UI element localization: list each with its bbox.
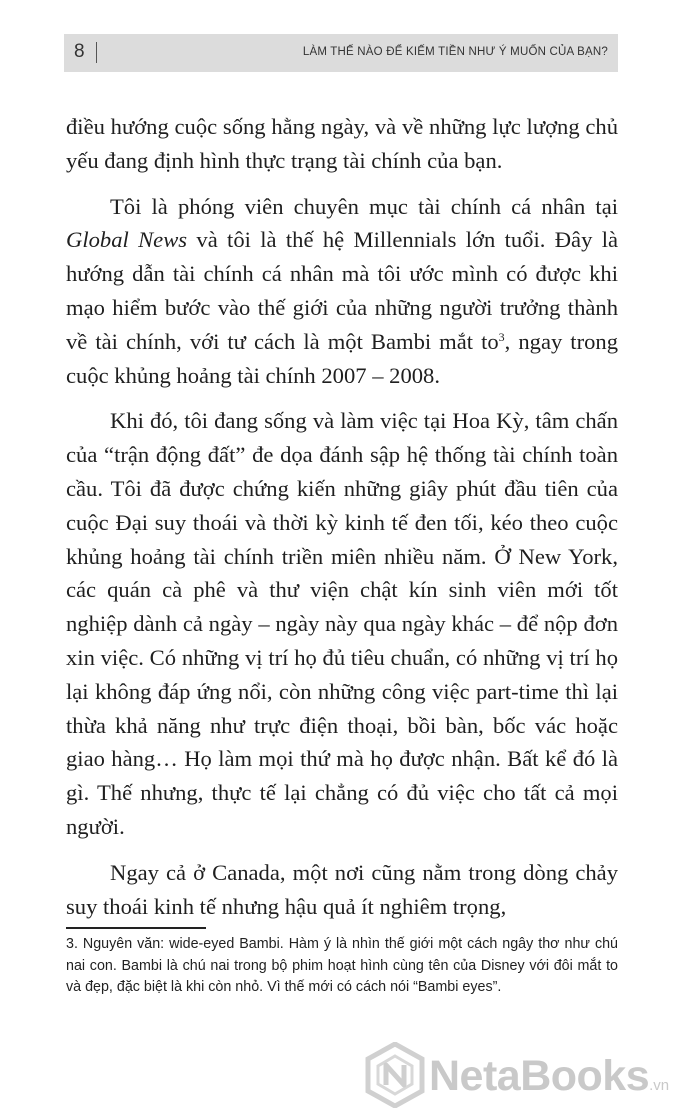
footnote-ref[interactable]: 3 (498, 329, 505, 344)
netabooks-logo-icon (365, 1042, 425, 1108)
watermark-brand: NetaBooks (429, 1052, 650, 1100)
watermark (365, 1042, 695, 1112)
paragraph-2-end: , ngay trong cuộc khủng hoảng tài chính 2007 – 2008. (66, 328, 618, 388)
paragraph-3: Khi đó, tôi đang sống và làm việc tại Hoa Kỳ, tâm chấn của “trận động đất” đe dọa đánh sập hệ thống tài chính toàn cầu. Tôi đã được chứng kiến những giây phút đầu tiên của cuộc Đại suy thoái và thời kỳ kinh tế đen tối, kéo theo cuộc khủng hoảng tài chính triền miên nhiều năm. Ở New York, các quán cà phê và thư viện chật kín sinh viên mới tốt nghiệp dành cả ngày – ngày này qua ngày khác – để nộp đơn xin việc. Có những vị trí họ đủ tiêu chuẩn, có những vị trí họ lại không đáp ứng nổi, còn những công việc part-time thì lại thừa khả năng như trực điện thoại, bồi bàn, bốc vác hoặc giao hàng… Họ làm mọi thứ mà họ được nhận. Bất kể đó là gì. Thế nhưng, thực tế lại chẳng có đủ việc cho tất cả mọi người. (66, 408, 618, 839)
running-title: LÀM THẾ NÀO ĐỂ KIẾM TIỀN NHƯ Ý MUỐN CỦA BẠN? (302, 46, 608, 58)
footnote: 3. Nguyên văn: wide-eyed Bambi. Hàm ý là nhìn thế giới một cách ngây thơ như chú nai con. Bambi là chú nai trong bộ phim hoạt hình cùng tên của Disney với đôi mắt to và đẹp, đặc biệt là khi còn nhỏ. Vì thế mới có cách nói “Bambi eyes”. (66, 936, 618, 996)
paragraph-2-before: Tôi là phóng viên chuyên mục tài chính cá nhân tại (110, 193, 618, 219)
paragraph-2-after: và tôi là thế hệ Millennials lớn tuổi. Đây là hướng dẫn tài chính cá nhân mà tôi ước mình có được khi mạo hiểm bước vào thế giới của những người trưởng thành về tài chính, với tư cách là một Bambi mắt to (66, 227, 619, 354)
page-number: 8 (74, 41, 85, 62)
footnote-rule (66, 927, 206, 929)
watermark-text (429, 1052, 669, 1101)
main-text (66, 110, 618, 935)
paragraph-2 (66, 190, 618, 393)
paragraph-1: điều hướng cuộc sống hằng ngày, và về những lực lượng chủ yếu đang định hình thực trạng tài chính của bạn. (66, 114, 618, 173)
watermark-suffix: .vn (649, 1077, 670, 1094)
running-header (64, 34, 618, 72)
publication-name: Global News (66, 227, 188, 253)
paragraph-4: Ngay cả ở Canada, một nơi cũng nằm trong dòng chảy suy thoái kinh tế nhưng hậu quả ít nghiêm trọng, (66, 859, 618, 919)
header-divider (96, 42, 97, 63)
